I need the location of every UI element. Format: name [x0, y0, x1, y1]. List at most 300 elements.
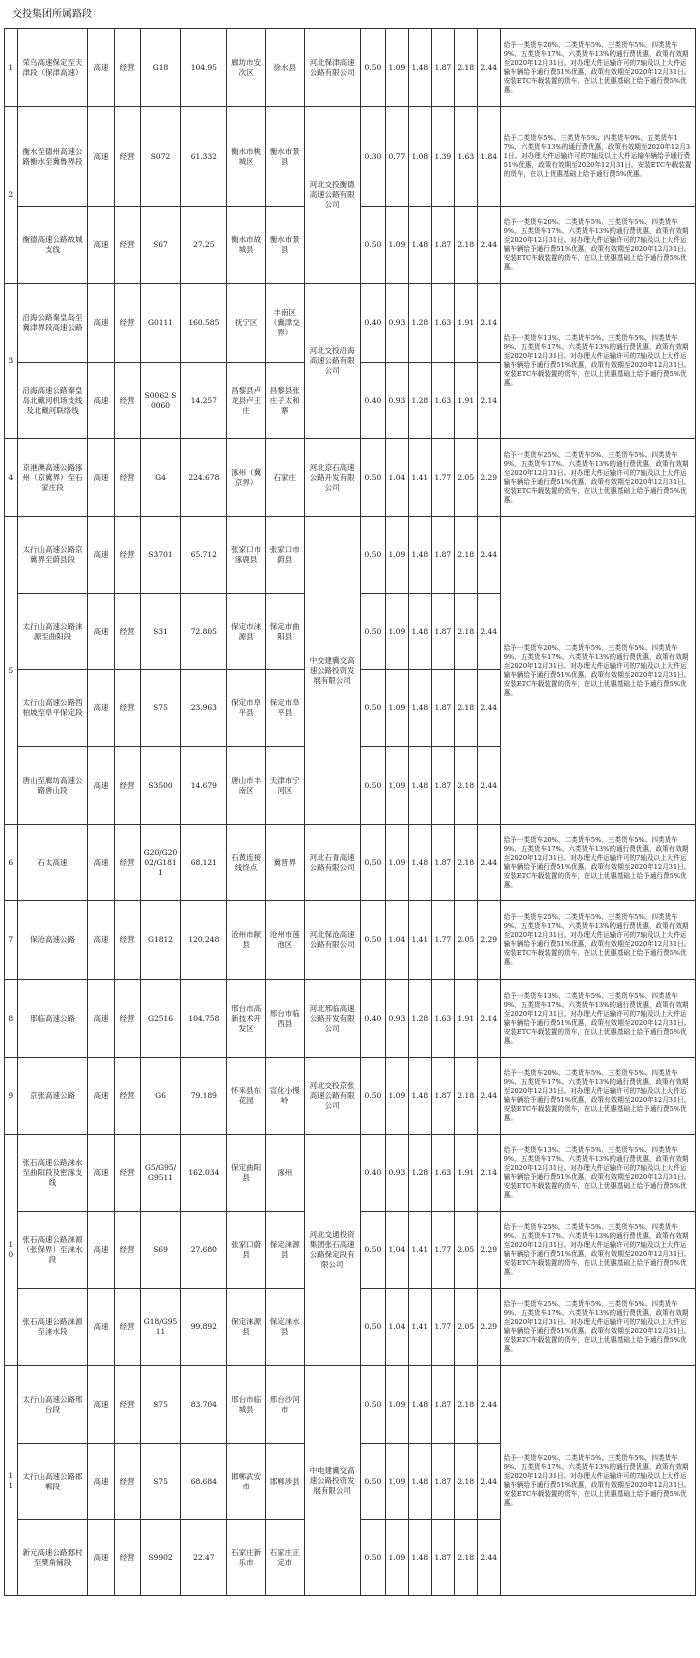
start-point: 衡水市桃城区 — [227, 107, 266, 207]
operating-company: 河北交投京张高速公路有限公司 — [304, 1058, 360, 1135]
road-name: 荣乌高速保定至天津段（保津高速） — [17, 29, 88, 107]
table-row — [5, 107, 696, 207]
operating-company: 河北石青高速公路有限公司 — [304, 825, 360, 901]
length-km: 83.704 — [181, 1366, 227, 1444]
road-name: 唐山至廊坊高速公路唐山段 — [17, 747, 88, 825]
toll-rate-class-2: 0.93 — [385, 980, 408, 1058]
operation-mode: 经营 — [114, 439, 140, 517]
toll-rate-class-4: 1.87 — [431, 747, 454, 825]
discount-policy: 给予一类货车25%、二类货车5%、三类货车5%、四类货车9%、五类货车17%、六类货车13%的通行费优惠，政策有效期至2020年12月31日。对办理大件运输许可的7轴及以上大件运输车辆给予通行费51%优惠，政策有效期至2020年12月31日。安装ETC车载装置的货车，在以上优惠基础上给予通行费5%优惠。 — [500, 1212, 695, 1289]
road-name: 太行山高速公路西柏坡至阜平保定段 — [17, 670, 88, 747]
road-name: 张石高速公路涞源至涞水段 — [17, 1289, 88, 1366]
operation-mode: 经营 — [114, 594, 140, 670]
route-code: S69 — [140, 1212, 181, 1289]
toll-rate-class-4: 1.39 — [431, 107, 454, 207]
road-name: 太行山高速公路京冀界至蔚县段 — [17, 517, 88, 594]
row-number: 4 — [5, 439, 18, 517]
toll-rate-class-2: 1.09 — [385, 747, 408, 825]
end-point: 保定市阜平县 — [265, 670, 304, 747]
road-name: 沿海高速公路秦皇岛北戴河机场支线及北戴河联络线 — [17, 363, 88, 439]
length-km: 23.963 — [181, 670, 227, 747]
toll-rate-class-3: 1.48 — [408, 29, 431, 107]
toll-rate-class-1: 0.40 — [360, 363, 385, 439]
start-point: 石家庄新乐市 — [227, 1520, 266, 1596]
operation-mode: 经营 — [114, 1366, 140, 1444]
road-name: 石太高速 — [17, 825, 88, 901]
toll-rate-class-1: 0.50 — [360, 1520, 385, 1596]
toll-rate-class-1: 0.50 — [360, 670, 385, 747]
toll-rate-class-2: 1.04 — [385, 1212, 408, 1289]
route-code: G1812 — [140, 901, 181, 980]
toll-rate-class-1: 0.50 — [360, 1366, 385, 1444]
toll-rate-class-3: 1.28 — [408, 1135, 431, 1212]
table-row — [5, 980, 696, 1058]
start-point: 邯郸武安市 — [227, 1444, 266, 1520]
route-code: G4 — [140, 439, 181, 517]
road-name: 太行山高速公路邢台段 — [17, 1366, 88, 1444]
toll-rate-class-6: 2.29 — [477, 1212, 500, 1289]
discount-policy: 给予一类货车25%、二类货车5%、三类货车5%、四类货车9%、五类货车17%、六类货车13%的通行费优惠，政策有效期至2020年12月31日。对办理大件运输许可的7轴及以上大件运输车辆给予通行费51%优惠，政策有效期至2020年12月31日。安装ETC车载装置的货车，在以上优惠基础上给予通行费5%优惠。 — [500, 901, 695, 980]
toll-rate-class-2: 0.93 — [385, 363, 408, 439]
discount-policy: 给予一类货车20%、二类货车5%、三类货车5%、四类货车9%、五类货车17%、六类货车13%的通行费优惠，政策有效期至2020年12月31日。对办理大件运输许可的7轴及以上大件运输车辆给予通行费51%优惠，政策有效期至2020年12月31日。安装ETC车载装置的货车，在以上优惠基础上给予通行费5%优惠。 — [500, 1366, 695, 1596]
table-row — [5, 901, 696, 980]
toll-rate-class-6: 2.44 — [477, 1520, 500, 1596]
toll-rate-class-2: 1.09 — [385, 825, 408, 901]
toll-rate-class-2: 1.04 — [385, 901, 408, 980]
end-point: 石家庄正定市 — [265, 1520, 304, 1596]
row-number: 6 — [5, 825, 18, 901]
toll-rate-class-6: 2.44 — [477, 517, 500, 594]
road-type: 高速 — [88, 363, 114, 439]
toll-rate-class-3: 1.28 — [408, 284, 431, 363]
road-type: 高速 — [88, 439, 114, 517]
toll-rate-class-6: 2.44 — [477, 825, 500, 901]
route-code: S0062 S0060 — [140, 363, 181, 439]
table-row — [5, 517, 696, 594]
road-type: 高速 — [88, 747, 114, 825]
end-point: 徐水县 — [265, 29, 304, 107]
route-code: S072 — [140, 107, 181, 207]
toll-rate-class-5: 2.18 — [454, 207, 477, 284]
toll-rate-class-1: 0.40 — [360, 1135, 385, 1212]
toll-rate-class-4: 1.87 — [431, 1520, 454, 1596]
operation-mode: 经营 — [114, 1058, 140, 1135]
operating-company: 中电建冀交高速公路投资发展有限公司 — [304, 1366, 360, 1596]
toll-rate-class-3: 1.41 — [408, 439, 431, 517]
operation-mode: 经营 — [114, 1135, 140, 1212]
end-point: 沧州市莲池区 — [265, 901, 304, 980]
road-type: 高速 — [88, 825, 114, 901]
road-name: 张石高速公路涞源（张保界）至涞水段 — [17, 1212, 88, 1289]
operation-mode: 经营 — [114, 1520, 140, 1596]
toll-rate-class-6: 2.44 — [477, 747, 500, 825]
discount-policy: 给予一类货车20%、二类货车5%、三类货车5%、四类货车9%、五类货车17%、六类货车13%的通行费优惠，政策有效期至2020年12月31日。对办理大件运输许可的7轴及以上大件运输车辆给予通行费51%优惠，政策有效期至2020年12月31日。安装ETC车载装置的货车，在以上优惠基础上给予通行费5%优惠。 — [500, 207, 695, 284]
toll-rate-class-2: 1.09 — [385, 29, 408, 107]
toll-rate-class-1: 0.50 — [360, 1289, 385, 1366]
operation-mode: 经营 — [114, 1212, 140, 1289]
toll-rate-class-6: 2.44 — [477, 29, 500, 107]
toll-rate-class-2: 1.09 — [385, 207, 408, 284]
toll-rate-class-1: 0.50 — [360, 1058, 385, 1135]
start-point: 廊坊市安次区 — [227, 29, 266, 107]
road-type: 高速 — [88, 1520, 114, 1596]
end-point: 保定涞水县 — [265, 1289, 304, 1366]
table-row — [5, 439, 696, 517]
toll-rate-class-1: 0.30 — [360, 107, 385, 207]
end-point: 张家口市蔚县 — [265, 517, 304, 594]
road-name: 张石高速公路涞水至曲阳段及密涿支线 — [17, 1135, 88, 1212]
discount-policy: 给予二类货车5%、三类货车5%、四类货车9%、五类货车17%、六类货车13%的通行费优惠，政策有效期至2020年12月31日。对办理大件运输许可的7轴及以上大件运输车辆给予通行费51%优惠，政策有效期至2020年12月31日。安装ETC车载装置的货车，在以上优惠基础上给予通行费5%优惠。 — [500, 107, 695, 207]
discount-policy: 给予一类货车20%、二类货车5%、三类货车5%、四类货车9%、五类货车17%、六类货车13%的通行费优惠，政策有效期至2020年12月31日。对办理大件运输许可的7轴及以上大件运输车辆给予通行费51%优惠，政策有效期至2020年12月31日。安装ETC车载装置的货车，在以上优惠基础上给予通行费5%优惠。 — [500, 825, 695, 901]
route-code: S75 — [140, 1444, 181, 1520]
toll-rate-class-4: 1.87 — [431, 207, 454, 284]
toll-table — [4, 28, 696, 1596]
toll-rate-class-1: 0.50 — [360, 207, 385, 284]
toll-rate-class-4: 1.77 — [431, 1212, 454, 1289]
road-name: 衡德高速公路故城支线 — [17, 207, 88, 284]
toll-rate-class-6: 2.44 — [477, 594, 500, 670]
row-number: 7 — [5, 901, 18, 980]
table-row — [5, 825, 696, 901]
table-row — [5, 1058, 696, 1135]
end-point: 邯郸涉县 — [265, 1444, 304, 1520]
operating-company: 河北交通投资集团张石高速公路保定段有限公司 — [304, 1135, 360, 1366]
length-km: 14.679 — [181, 747, 227, 825]
end-point: 冀晋界 — [265, 825, 304, 901]
toll-rate-class-5: 2.18 — [454, 747, 477, 825]
toll-rate-class-5: 1.91 — [454, 284, 477, 363]
toll-rate-class-4: 1.63 — [431, 363, 454, 439]
end-point: 涿州 — [265, 1135, 304, 1212]
toll-rate-class-3: 1.41 — [408, 1212, 431, 1289]
start-point: 保定市阜平县 — [227, 670, 266, 747]
start-point: 张家口市涿鹿县 — [227, 517, 266, 594]
length-km: 14.257 — [181, 363, 227, 439]
road-name: 沿海公路秦皇岛至冀津界段高速公路 — [17, 284, 88, 363]
toll-rate-class-5: 2.05 — [454, 1289, 477, 1366]
toll-rate-class-4: 1.87 — [431, 825, 454, 901]
toll-rate-class-2: 1.09 — [385, 1444, 408, 1520]
road-type: 高速 — [88, 284, 114, 363]
road-name: 邢临高速公路 — [17, 980, 88, 1058]
toll-rate-class-2: 1.09 — [385, 1520, 408, 1596]
toll-rate-class-4: 1.63 — [431, 980, 454, 1058]
operation-mode: 经营 — [114, 517, 140, 594]
road-name: 太行山高速公路涞源至曲阳段 — [17, 594, 88, 670]
start-point: 石黄连接线终点 — [227, 825, 266, 901]
toll-rate-class-1: 0.50 — [360, 439, 385, 517]
toll-rate-class-4: 1.77 — [431, 1289, 454, 1366]
start-point: 昌黎县卢龙县卢王庄 — [227, 363, 266, 439]
operation-mode: 经营 — [114, 670, 140, 747]
road-type: 高速 — [88, 29, 114, 107]
toll-rate-class-4: 1.87 — [431, 670, 454, 747]
toll-rate-class-5: 2.05 — [454, 439, 477, 517]
toll-rate-class-2: 1.09 — [385, 594, 408, 670]
route-code: S9902 — [140, 1520, 181, 1596]
road-type: 高速 — [88, 1135, 114, 1212]
toll-rate-class-6: 1.84 — [477, 107, 500, 207]
toll-rate-class-3: 1.41 — [408, 901, 431, 980]
toll-rate-class-1: 0.50 — [360, 901, 385, 980]
start-point: 张家口蔚县 — [227, 1212, 266, 1289]
end-point: 昌黎县张庄子太和寨 — [265, 363, 304, 439]
toll-rate-class-3: 1.48 — [408, 1520, 431, 1596]
toll-rate-class-6: 2.44 — [477, 1366, 500, 1444]
operation-mode: 经营 — [114, 747, 140, 825]
toll-rate-class-2: 1.09 — [385, 517, 408, 594]
toll-rate-class-4: 1.87 — [431, 594, 454, 670]
row-number: 2 — [5, 107, 18, 284]
operating-company: 河北交投衡德高速公路有限公司 — [304, 107, 360, 284]
toll-rate-class-3: 1.28 — [408, 363, 431, 439]
toll-rate-class-5: 2.18 — [454, 29, 477, 107]
length-km: 22.47 — [181, 1520, 227, 1596]
row-number: 1 — [5, 29, 18, 107]
toll-rate-class-3: 1.48 — [408, 1444, 431, 1520]
toll-rate-class-6: 2.44 — [477, 207, 500, 284]
road-name: 京港澳高速公路涿州（京冀界）至石家庄段 — [17, 439, 88, 517]
length-km: 79.189 — [181, 1058, 227, 1135]
toll-rate-class-6: 2.29 — [477, 1289, 500, 1366]
row-number: 11 — [5, 1366, 18, 1596]
route-code: G20/G2002/G1811 — [140, 825, 181, 901]
end-point: 丰南区（冀津交界） — [265, 284, 304, 363]
discount-policy: 给予一类货车20%、二类货车5%、三类货车5%、四类货车9%、五类货车17%、六类货车13%的通行费优惠，政策有效期至2020年12月31日。对办理大件运输许可的7轴及以上大件运输车辆给予通行费51%优惠，政策有效期至2020年12月31日。安装ETC车载装置的货车，在以上优惠基础上给予通行费5%优惠。 — [500, 29, 695, 107]
end-point: 邢台沙河市 — [265, 1366, 304, 1444]
road-name: 保沧高速公路 — [17, 901, 88, 980]
route-code: S3500 — [140, 747, 181, 825]
length-km: 120.248 — [181, 901, 227, 980]
start-point: 涿州（冀京界） — [227, 439, 266, 517]
operating-company: 河北京石高速公路开发有限公司 — [304, 439, 360, 517]
toll-rate-class-3: 1.08 — [408, 107, 431, 207]
route-code: S67 — [140, 207, 181, 284]
route-code: S31 — [140, 594, 181, 670]
start-point: 衡水市故城县 — [227, 207, 266, 284]
toll-rate-class-5: 2.05 — [454, 901, 477, 980]
road-name: 京张高速公路 — [17, 1058, 88, 1135]
operation-mode: 经营 — [114, 107, 140, 207]
toll-rate-class-3: 1.48 — [408, 747, 431, 825]
road-type: 高速 — [88, 1444, 114, 1520]
length-km: 61.332 — [181, 107, 227, 207]
toll-rate-class-1: 0.40 — [360, 284, 385, 363]
route-code: S75 — [140, 1366, 181, 1444]
end-point: 保定涞源县 — [265, 1212, 304, 1289]
discount-policy: 给予一类货车20%、二类货车5%、三类货车5%、四类货车9%、五类货车17%、六类货车13%的通行费优惠，政策有效期至2020年12月31日。对办理大件运输许可的7轴及以上大件运输车辆给予通行费51%优惠，政策有效期至2020年12月31日。安装ETC车载装置的货车，在以上优惠基础上给予通行费5%优惠。 — [500, 517, 695, 825]
discount-policy: 给予一类货车20%、二类货车5%、三类货车5%、四类货车9%、五类货车17%、六类货车13%的通行费优惠，政策有效期至2020年12月31日。对办理大件运输许可的7轴及以上大件运输车辆给予通行费51%优惠，政策有效期至2020年12月31日。安装ETC车载装置的货车，在以上优惠基础上给予通行费5%优惠。 — [500, 1058, 695, 1135]
table-row — [5, 284, 696, 363]
toll-rate-class-4: 1.77 — [431, 439, 454, 517]
end-point: 保定市曲阳县 — [265, 594, 304, 670]
end-point: 石家庄 — [265, 439, 304, 517]
toll-rate-class-5: 2.18 — [454, 1366, 477, 1444]
road-type: 高速 — [88, 1058, 114, 1135]
start-point: 保定曲阳县 — [227, 1135, 266, 1212]
toll-rate-class-4: 1.63 — [431, 284, 454, 363]
row-number: 5 — [5, 517, 18, 825]
operation-mode: 经营 — [114, 284, 140, 363]
toll-rate-class-1: 0.50 — [360, 1212, 385, 1289]
road-name: 新元高速公路郄村至樊角铺段 — [17, 1520, 88, 1596]
toll-rate-class-3: 1.48 — [408, 1058, 431, 1135]
toll-rate-class-1: 0.50 — [360, 594, 385, 670]
toll-rate-class-2: 1.09 — [385, 1058, 408, 1135]
road-type: 高速 — [88, 594, 114, 670]
toll-rate-class-3: 1.48 — [408, 670, 431, 747]
end-point: 邢台市临西县 — [265, 980, 304, 1058]
length-km: 65.712 — [181, 517, 227, 594]
start-point: 怀来县东花园 — [227, 1058, 266, 1135]
toll-rate-class-1: 0.50 — [360, 747, 385, 825]
toll-rate-class-4: 1.63 — [431, 1135, 454, 1212]
toll-rate-class-2: 1.04 — [385, 439, 408, 517]
toll-rate-class-5: 2.18 — [454, 1058, 477, 1135]
toll-rate-class-2: 0.93 — [385, 1135, 408, 1212]
operation-mode: 经营 — [114, 901, 140, 980]
discount-policy: 给予一类货车13%、二类货车5%、三类货车5%、四类货车9%、五类货车17%、六类货车13%的通行费优惠，政策有效期至2020年12月31日。对办理大件运输许可的7轴及以上大件运输车辆给予通行费51%优惠，政策有效期至2020年12月31日。安装ETC车载装置的货车，在以上优惠基础上给予通行费5%优惠。 — [500, 980, 695, 1058]
length-km: 68.684 — [181, 1444, 227, 1520]
toll-rate-class-3: 1.48 — [408, 207, 431, 284]
toll-rate-class-2: 0.93 — [385, 284, 408, 363]
row-number: 8 — [5, 980, 18, 1058]
toll-rate-class-4: 1.87 — [431, 1058, 454, 1135]
end-point: 天津市宁河区 — [265, 747, 304, 825]
toll-rate-class-5: 1.91 — [454, 363, 477, 439]
operation-mode: 经营 — [114, 29, 140, 107]
discount-policy: 给予一类货车13%、二类货车5%、三类货车5%、四类货车9%、五类货车17%、六类货车13%的通行费优惠，政策有效期至2020年12月31日。对办理大件运输许可的7轴及以上大件运输车辆给予通行费51%优惠，政策有效期至2020年12月31日。安装ETC车载装置的货车，在以上优惠基础上给予通行费5%优惠。 — [500, 1135, 695, 1212]
operation-mode: 经营 — [114, 363, 140, 439]
route-code: G18/G9511 — [140, 1289, 181, 1366]
toll-rate-class-1: 0.50 — [360, 1444, 385, 1520]
toll-rate-class-6: 2.44 — [477, 1444, 500, 1520]
road-type: 高速 — [88, 1212, 114, 1289]
discount-policy: 给予一类货车13%、二类货车5%、三类货车5%、四类货车9%、五类货车17%、六类货车13%的通行费优惠，政策有效期至2020年12月31日。对办理大件运输许可的7轴及以上大件运输车辆给予通行费51%优惠，政策有效期至2020年12月31日。安装ETC车载装置的货车，在以上优惠基础上给予通行费5%优惠。 — [500, 284, 695, 439]
route-code: S75 — [140, 670, 181, 747]
row-number: 3 — [5, 284, 18, 439]
operation-mode: 经营 — [114, 980, 140, 1058]
route-code: G0111 — [140, 284, 181, 363]
road-type: 高速 — [88, 1289, 114, 1366]
operation-mode: 经营 — [114, 1444, 140, 1520]
discount-policy: 给予一类货车25%、二类货车5%、三类货车5%、四类货车9%、五类货车17%、六类货车13%的通行费优惠，政策有效期至2020年12月31日。对办理大件运输许可的7轴及以上大件运输车辆给予通行费51%优惠，政策有效期至2020年12月31日。安装ETC车载装置的货车，在以上优惠基础上给予通行费5%优惠。 — [500, 1289, 695, 1366]
table-row — [5, 1135, 696, 1212]
toll-rate-class-2: 1.04 — [385, 1289, 408, 1366]
end-point: 衡水市景县 — [265, 207, 304, 284]
start-point: 抚宁区 — [227, 284, 266, 363]
route-code: G6 — [140, 1058, 181, 1135]
road-name: 衡水至德州高速公路衡水至冀鲁界段 — [17, 107, 88, 207]
toll-rate-class-3: 1.41 — [408, 1289, 431, 1366]
toll-rate-class-5: 1.63 — [454, 107, 477, 207]
toll-rate-class-5: 2.18 — [454, 670, 477, 747]
start-point: 邢台市临城县 — [227, 1366, 266, 1444]
route-code: G18 — [140, 29, 181, 107]
toll-rate-class-2: 0.77 — [385, 107, 408, 207]
road-type: 高速 — [88, 207, 114, 284]
start-point: 保定市涞源县 — [227, 594, 266, 670]
page-title: 交投集团所属路段 — [12, 9, 92, 20]
length-km: 99.892 — [181, 1289, 227, 1366]
toll-rate-class-2: 1.09 — [385, 1366, 408, 1444]
toll-rate-class-5: 2.18 — [454, 1444, 477, 1520]
toll-rate-class-6: 2.29 — [477, 901, 500, 980]
end-point: 宣化小慢岭 — [265, 1058, 304, 1135]
toll-rate-class-6: 2.29 — [477, 439, 500, 517]
toll-rate-class-4: 1.77 — [431, 901, 454, 980]
road-type: 高速 — [88, 980, 114, 1058]
end-point: 衡水市景县 — [265, 107, 304, 207]
operating-company: 河北交投沿海高速公路有限公司 — [304, 284, 360, 439]
operating-company: 河北邢临高速公路开发有限公司 — [304, 980, 360, 1058]
row-number: 9 — [5, 1058, 18, 1135]
start-point: 沧州市献县 — [227, 901, 266, 980]
length-km: 27.25 — [181, 207, 227, 284]
length-km: 68.121 — [181, 825, 227, 901]
road-name: 太行山高速公路邯郸段 — [17, 1444, 88, 1520]
toll-rate-class-1: 0.50 — [360, 517, 385, 594]
toll-rate-class-1: 0.50 — [360, 825, 385, 901]
toll-rate-class-5: 1.91 — [454, 1135, 477, 1212]
toll-rate-class-5: 2.05 — [454, 1212, 477, 1289]
road-type: 高速 — [88, 901, 114, 980]
toll-rate-class-3: 1.48 — [408, 1366, 431, 1444]
road-type: 高速 — [88, 517, 114, 594]
toll-rate-class-3: 1.28 — [408, 980, 431, 1058]
operating-company: 河北保沧高速公路有限公司 — [304, 901, 360, 980]
toll-rate-class-4: 1.87 — [431, 1444, 454, 1520]
toll-rate-class-5: 2.18 — [454, 594, 477, 670]
operation-mode: 经营 — [114, 207, 140, 284]
start-point: 邢台市高新技术开发区 — [227, 980, 266, 1058]
toll-rate-class-5: 2.18 — [454, 517, 477, 594]
toll-rate-class-5: 2.18 — [454, 1520, 477, 1596]
length-km: 104.758 — [181, 980, 227, 1058]
toll-rate-class-2: 1.09 — [385, 670, 408, 747]
toll-rate-class-6: 2.14 — [477, 284, 500, 363]
toll-rate-class-1: 0.50 — [360, 29, 385, 107]
toll-rate-class-6: 2.44 — [477, 1058, 500, 1135]
toll-rate-class-4: 1.87 — [431, 517, 454, 594]
operating-company: 河北保津高速公路有限公司 — [304, 29, 360, 107]
toll-rate-class-1: 0.40 — [360, 980, 385, 1058]
length-km: 162.034 — [181, 1135, 227, 1212]
operation-mode: 经营 — [114, 1289, 140, 1366]
length-km: 104.95 — [181, 29, 227, 107]
route-code: S3701 — [140, 517, 181, 594]
table-row — [5, 29, 696, 107]
route-code: G2516 — [140, 980, 181, 1058]
road-type: 高速 — [88, 1366, 114, 1444]
row-number: 10 — [5, 1135, 18, 1366]
discount-policy: 给予一类货车25%、二类货车5%、三类货车5%、四类货车9%、五类货车17%、六类货车13%的通行费优惠，政策有效期至2020年12月31日。对办理大件运输许可的7轴及以上大件运输车辆给予通行费51%优惠，政策有效期至2020年12月31日。安装ETC车载装置的货车，在以上优惠基础上给予通行费5%优惠。 — [500, 439, 695, 517]
toll-rate-class-5: 2.18 — [454, 825, 477, 901]
length-km: 27.680 — [181, 1212, 227, 1289]
toll-rate-class-6: 2.14 — [477, 980, 500, 1058]
length-km: 160.585 — [181, 284, 227, 363]
toll-rate-class-6: 2.14 — [477, 363, 500, 439]
toll-rate-class-4: 1.87 — [431, 1366, 454, 1444]
length-km: 72.805 — [181, 594, 227, 670]
route-code: G5/G95/G9511 — [140, 1135, 181, 1212]
toll-rate-class-6: 2.14 — [477, 1135, 500, 1212]
toll-rate-class-6: 2.44 — [477, 670, 500, 747]
toll-rate-class-3: 1.48 — [408, 594, 431, 670]
toll-rate-class-3: 1.48 — [408, 517, 431, 594]
road-type: 高速 — [88, 107, 114, 207]
start-point: 唐山市丰南区 — [227, 747, 266, 825]
